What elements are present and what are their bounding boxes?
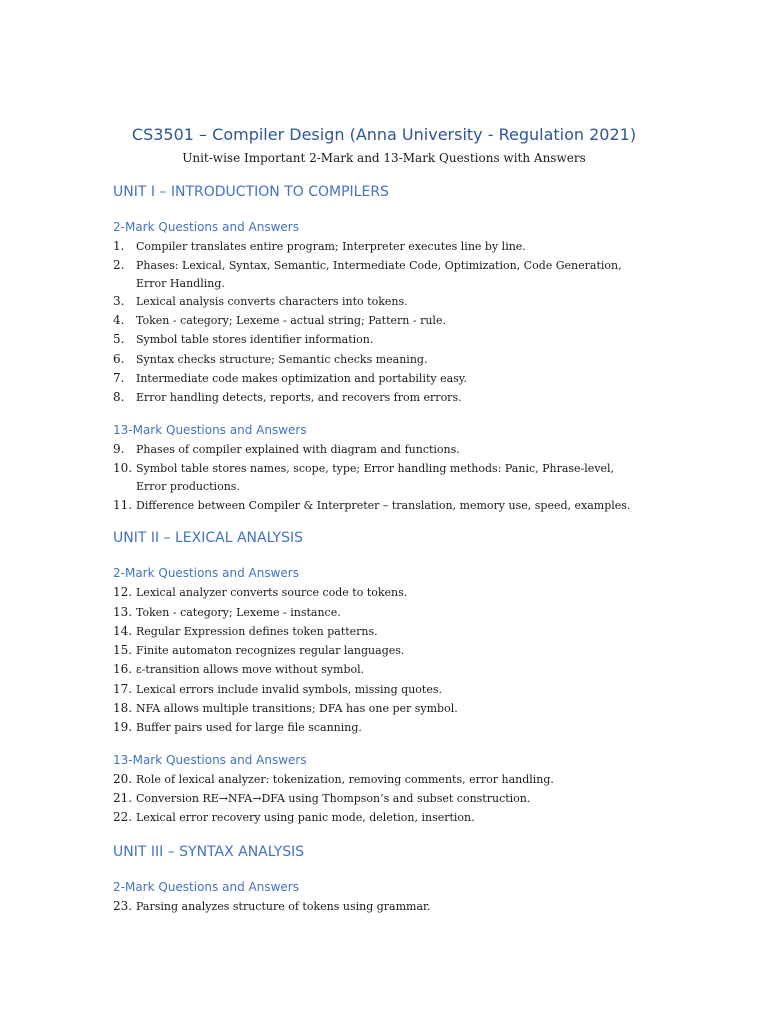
section-heading: 2-Mark Questions and Answers — [113, 880, 299, 894]
question-number: 23. — [113, 899, 133, 913]
question-item — [113, 700, 643, 718]
question-item — [113, 604, 643, 622]
question-text: Intermediate code makes optimization and portability easy. — [136, 372, 468, 385]
question-item — [113, 293, 643, 311]
question-text: Token - category; Lexeme - actual string; Pattern - rule. — [136, 314, 446, 327]
question-text: Conversion RE→NFA→DFA using Thompson’s and subset construction. — [136, 792, 531, 805]
question-item — [113, 790, 643, 808]
question-number: 7. — [113, 371, 125, 385]
unit-heading: UNIT II – LEXICAL ANALYSIS — [113, 530, 303, 546]
question-item — [113, 441, 643, 459]
question-item — [113, 661, 643, 679]
question-item — [113, 681, 643, 699]
question-number: 4. — [113, 313, 125, 327]
question-text: Lexical analyzer converts source code to tokens. — [136, 586, 408, 599]
question-text: Phases: Lexical, Syntax, Semantic, Intermediate Code, Optimization, Code Generation, Error Handling. — [136, 259, 622, 290]
question-number: 8. — [113, 390, 125, 404]
question-text: Token - category; Lexeme - instance. — [136, 606, 341, 619]
question-item — [113, 809, 643, 827]
question-number: 17. — [113, 682, 133, 696]
question-text: Phases of compiler explained with diagram and functions. — [136, 443, 460, 456]
document-subtitle: Unit-wise Important 2-Mark and 13-Mark Questions with Answers — [182, 151, 586, 165]
question-item — [113, 898, 643, 916]
section-heading: 2-Mark Questions and Answers — [113, 220, 299, 234]
question-number: 18. — [113, 701, 133, 715]
question-item — [113, 623, 643, 641]
question-text: Role of lexical analyzer: tokenization, removing comments, error handling. — [136, 773, 554, 786]
question-text: Difference between Compiler & Interpreter – translation, memory use, speed, examples. — [136, 499, 631, 512]
question-number: 15. — [113, 643, 133, 657]
question-number: 12. — [113, 585, 133, 599]
question-text: Syntax checks structure; Semantic checks meaning. — [136, 353, 428, 366]
question-text: Parsing analyzes structure of tokens using grammar. — [136, 900, 431, 913]
question-item — [113, 331, 643, 349]
section-heading: 2-Mark Questions and Answers — [113, 566, 299, 580]
question-item — [113, 257, 643, 292]
question-number: 10. — [113, 461, 133, 475]
question-number: 1. — [113, 239, 125, 253]
question-item — [113, 460, 643, 495]
question-item — [113, 389, 643, 407]
question-text: ε-transition allows move without symbol. — [136, 663, 365, 676]
question-number: 13. — [113, 605, 133, 619]
question-text: Buffer pairs used for large file scanning. — [136, 721, 362, 734]
question-number: 16. — [113, 662, 133, 676]
question-number: 20. — [113, 772, 133, 786]
question-text: Lexical error recovery using panic mode, deletion, insertion. — [136, 811, 475, 824]
question-text: Error handling detects, reports, and recovers from errors. — [136, 391, 462, 404]
question-item — [113, 497, 643, 515]
question-number: 11. — [113, 498, 133, 512]
question-number: 19. — [113, 720, 133, 734]
question-text: Finite automaton recognizes regular languages. — [136, 644, 405, 657]
section-heading: 13-Mark Questions and Answers — [113, 753, 307, 767]
question-item — [113, 370, 643, 388]
question-text: Symbol table stores identifier information. — [136, 333, 374, 346]
question-text: Regular Expression defines token patterns. — [136, 625, 378, 638]
question-item — [113, 642, 643, 660]
question-item — [113, 771, 643, 789]
question-item — [113, 351, 643, 369]
question-text: NFA allows multiple transitions; DFA has one per symbol. — [136, 702, 458, 715]
question-text: Symbol table stores names, scope, type; Error handling methods: Panic, Phrase-level, Error productions. — [136, 462, 615, 493]
section-heading: 13-Mark Questions and Answers — [113, 423, 307, 437]
question-number: 14. — [113, 624, 133, 638]
unit-heading: UNIT III – SYNTAX ANALYSIS — [113, 844, 305, 860]
question-number: 5. — [113, 332, 125, 346]
question-item — [113, 719, 643, 737]
question-text: Lexical analysis converts characters into tokens. — [136, 295, 408, 308]
question-number: 21. — [113, 791, 133, 805]
question-item — [113, 238, 643, 256]
question-number: 22. — [113, 810, 133, 824]
question-text: Lexical errors include invalid symbols, missing quotes. — [136, 683, 442, 696]
question-item — [113, 312, 643, 330]
question-item — [113, 584, 643, 602]
document-title: CS3501 – Compiler Design (Anna University - Regulation 2021) — [131, 125, 637, 144]
unit-heading: UNIT I – INTRODUCTION TO COMPILERS — [113, 184, 389, 200]
question-text: Compiler translates entire program; Interpreter executes line by line. — [136, 240, 526, 253]
question-number: 6. — [113, 352, 125, 366]
question-number: 9. — [113, 442, 125, 456]
question-number: 3. — [113, 294, 125, 308]
question-number: 2. — [113, 258, 125, 272]
